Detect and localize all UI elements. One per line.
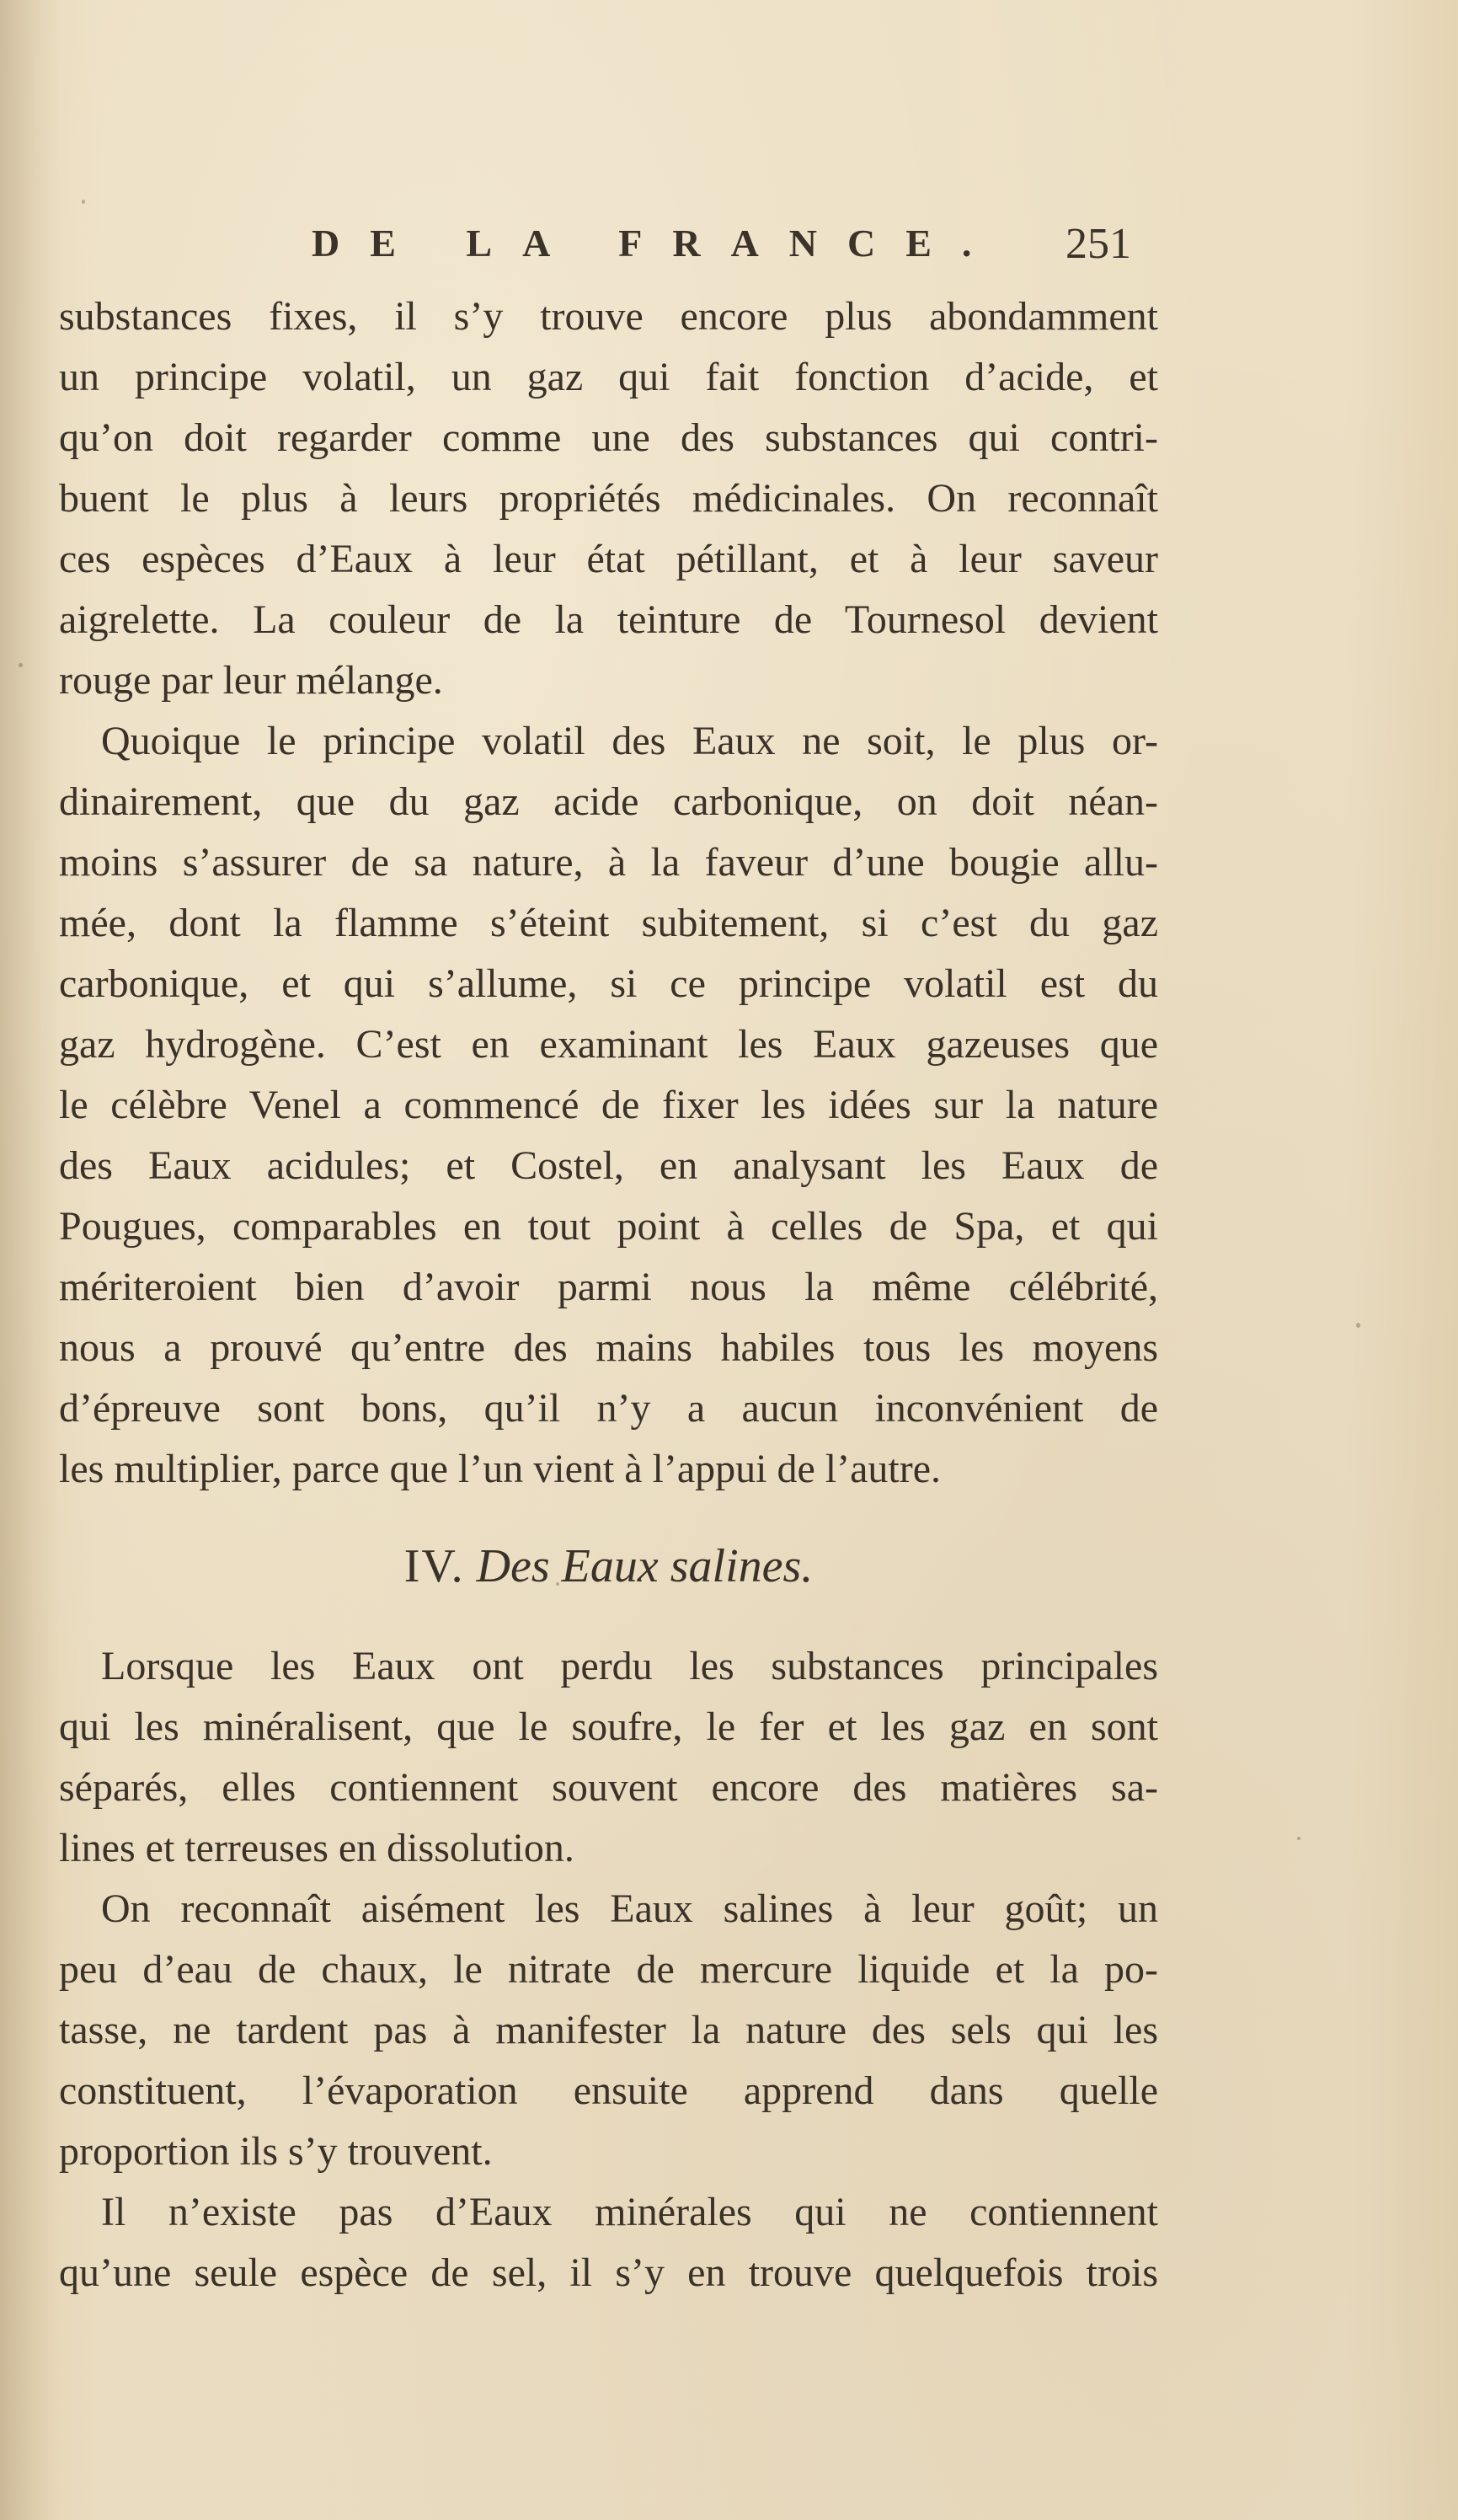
text-line: aigrelette. La couleur de la teinture de Tournesol devient — [59, 597, 1158, 642]
text-line: nous a prouvé qu’entre des mains habiles tous les moyens — [59, 1325, 1158, 1370]
page-edge-shadow — [0, 0, 59, 2520]
text-line: proportion ils s’y trouvent. — [59, 2129, 493, 2174]
text-line: qu’on doit regarder comme une des substances qui contri- — [59, 415, 1158, 460]
text-line: ces espèces d’Eaux à leur état pétillant, et à leur saveur — [59, 537, 1158, 581]
text-line: constituent, l’évaporation ensuite apprend dans quelle — [59, 2068, 1158, 2113]
text-line: le célèbre Venel a commencé de fixer les idées sur la nature — [59, 1083, 1158, 1127]
text-line: lines et terreuses en dissolution. — [59, 1826, 574, 1870]
page-number: 251 — [1065, 220, 1131, 268]
running-head — [312, 221, 1154, 271]
text-line: dinairement, que du gaz acide carbonique, on doit néan- — [59, 779, 1158, 824]
text-line: peu d’eau de chaux, le nitrate de mercure liquide et la po- — [59, 1947, 1158, 1992]
text-line: rouge par leur mélange. — [59, 658, 443, 703]
text-line: un principe volatil, un gaz qui fait fonction d’acide, et — [59, 355, 1158, 399]
text-line: moins s’assurer de sa nature, à la faveur d’une bougie allu- — [59, 840, 1158, 885]
section-title: Des Eaux salines. — [476, 1540, 814, 1592]
paper-speck — [1297, 1837, 1300, 1840]
text-line: buent le plus à leurs propriétés médicinales. On reconnaît — [59, 476, 1158, 521]
text-line: Lorsque les Eaux ont perdu les substances principales — [101, 1644, 1158, 1688]
paragraph — [59, 286, 1158, 711]
running-title: DE LA FRANCE. — [312, 222, 1002, 265]
text-line: gaz hydrogène. C’est en examinant les Eaux gazeuses que — [59, 1022, 1158, 1067]
paragraph — [59, 1879, 1158, 2182]
text-line: Quoique le principe volatil des Eaux ne soit, le plus or- — [101, 719, 1158, 763]
text-line: d’épreuve sont bons, qu’il n’y a aucun inconvénient de — [59, 1386, 1158, 1431]
text-line: qu’une seule espèce de sel, il s’y en trouve quelquefois trois — [59, 2250, 1158, 2295]
paper-speck — [82, 200, 85, 204]
text-line: mériteroient bien d’avoir parmi nous la même célébrité, — [59, 1265, 1158, 1309]
text-line: carbonique, et qui s’allume, si ce principe volatil est du — [59, 961, 1158, 1006]
paper-speck — [19, 663, 23, 667]
paragraph — [59, 1636, 1158, 1879]
section-heading — [59, 1528, 1158, 1604]
text-line: mée, dont la flamme s’éteint subitement, si c’est du gaz — [59, 901, 1158, 945]
paragraph — [59, 2182, 1158, 2303]
paragraph — [59, 711, 1158, 1500]
text-line: séparés, elles contiennent souvent encore des matières sa- — [59, 1765, 1158, 1810]
paper-speck — [1356, 1323, 1360, 1328]
text-line: les multiplier, parce que l’un vient à l’appui de l’autre. — [59, 1447, 942, 1491]
text-line: On reconnaît aisément les Eaux salines à leur goût; un — [101, 1886, 1158, 1931]
text-line: substances fixes, il s’y trouve encore plus abondamment — [59, 294, 1158, 339]
text-line: tasse, ne tardent pas à manifester la nature des sels qui les — [59, 2008, 1158, 2052]
text-line: des Eaux acidules; et Costel, en analysant les Eaux de — [59, 1143, 1158, 1188]
text-line: qui les minéralisent, que le soufre, le fer et les gaz en sont — [59, 1704, 1158, 1749]
text-line: Pougues, comparables en tout point à celles de Spa, et qui — [59, 1204, 1158, 1249]
section-numeral: IV. — [403, 1540, 465, 1592]
paper-speck — [556, 1582, 559, 1586]
text-line: Il n’existe pas d’Eaux minérales qui ne contiennent — [101, 2190, 1158, 2234]
body-text — [59, 286, 1158, 2303]
